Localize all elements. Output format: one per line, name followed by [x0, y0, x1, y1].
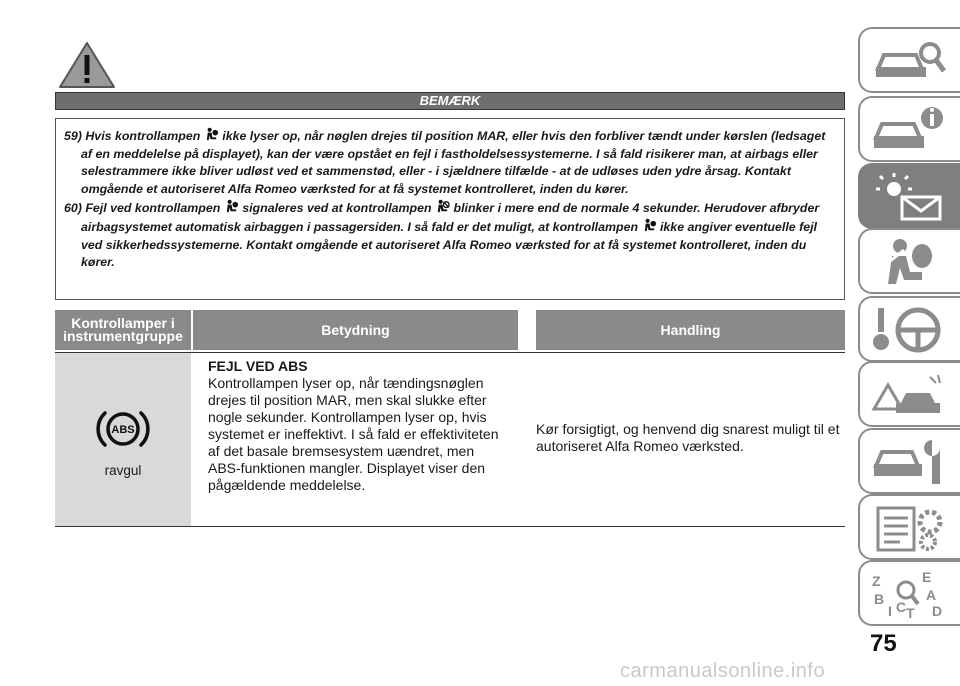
watermark: carmanualsonline.info — [620, 660, 826, 682]
tab-airbag-person[interactable] — [858, 228, 960, 294]
svg-text:B: B — [874, 591, 885, 607]
table-header-lamps: Kontrollamper i instrumentgruppe — [55, 310, 191, 350]
abs-icon-text: ABS — [111, 424, 135, 436]
svg-text:T: T — [906, 605, 915, 620]
tab-steering-wheel[interactable] — [858, 296, 960, 362]
note-item-59 — [64, 127, 836, 198]
table-header-meaning: Betydning — [193, 310, 518, 350]
table-header-action: Handling — [536, 310, 845, 350]
note-60-text-1: signaleres ved at kontrollampen — [242, 201, 432, 216]
svg-text:Z: Z — [872, 573, 881, 589]
meaning-text: Kontrollampen lyser op, når tændingsnøglen drejes til position MAR, men skal slukke efter nogle sekunder. Kontrollampen lyser op, hvis systemet er ineffektivt. I så fald er effektiviteten af det basale bremsesystem uændret, men ABS-funktionen mangler. Displayet viser den pågældende meddelelse. — [208, 375, 499, 493]
car-search-icon — [870, 35, 950, 87]
steering-wheel-icon — [870, 304, 950, 356]
svg-text:I: I — [888, 603, 892, 619]
svg-text:A: A — [926, 587, 937, 603]
tab-car-search[interactable] — [858, 27, 960, 93]
note-60-text-3: ikke angiver eventuelle fejl ved sikkerhedssystemerne. Kontakt omgående et autoriseret Alfa Romeo værksted for at få systemet kontrolleret, inden du kører. — [81, 219, 817, 270]
table-cell-lamp — [55, 353, 191, 526]
svg-text:C: C — [896, 599, 907, 615]
svg-text:D: D — [932, 603, 943, 619]
airbag-person-icon — [870, 236, 950, 288]
car-info-icon — [870, 104, 950, 156]
note-60-lead: 60) Fejl ved kontrollampen — [64, 201, 221, 216]
airbag-warning-icon — [204, 127, 219, 142]
alphabet-index-icon — [870, 568, 950, 620]
page-number: 75 — [870, 630, 897, 657]
warning-lights-icon — [870, 171, 950, 223]
abs-warning-icon — [95, 401, 151, 457]
meaning-title: FEJL VED ABS — [208, 358, 308, 374]
note-box — [55, 118, 845, 300]
note-59-text: ikke lyser op, når nøglen drejes til position MAR, eller hvis den forbliver tændt under kørslen (ledsaget af en meddelelse på displayet), kan der være opstået en fejl i fastholdelsessystemerne. I så fald risikerer man, at airbags eller selestrammere ikke bliver udløst ved et sammenstød, eller - i sjældnere tilfælde - at de udløses uden ydre årsag. Kontakt omgående et autoriseret Alfa Romeo værksted for at få systemet kontrolleret, inden du kører. — [81, 129, 826, 196]
tab-car-service[interactable] — [858, 428, 960, 494]
passenger-airbag-off-icon — [435, 199, 450, 214]
tab-warning-lights[interactable] — [858, 163, 960, 229]
tab-car-breakdown[interactable] — [858, 361, 960, 427]
tab-technical-data[interactable] — [858, 494, 960, 560]
svg-text:E: E — [922, 569, 932, 585]
note-59-lead: 59) Hvis kontrollampen — [64, 129, 201, 143]
tab-alphabet-index[interactable] — [858, 560, 960, 626]
table-cell-action: Kør forsigtigt, og henvend dig snarest muligt til et autoriseret Alfa Romeo værksted. — [536, 421, 840, 454]
note-item-60 — [64, 199, 836, 271]
lamp-color-label: ravgul — [104, 463, 142, 478]
warning-triangle-icon — [57, 40, 117, 90]
table-cell-meaning — [208, 358, 508, 494]
car-breakdown-icon — [870, 369, 950, 421]
table-divider — [55, 526, 845, 527]
car-service-icon — [870, 436, 950, 488]
technical-data-icon — [870, 502, 950, 554]
airbag-warning-icon — [224, 199, 239, 214]
airbag-warning-icon — [642, 218, 657, 233]
tab-car-info[interactable] — [858, 96, 960, 162]
note-heading: BEMÆRK — [55, 92, 845, 110]
note-60-text-2: blinker i mere end de normale 4 sekunder. Herudover afbryder airbagsystemet automatisk airbaggen i passagersiden. I så fald er det muligt, at kontrollampen — [81, 201, 820, 234]
